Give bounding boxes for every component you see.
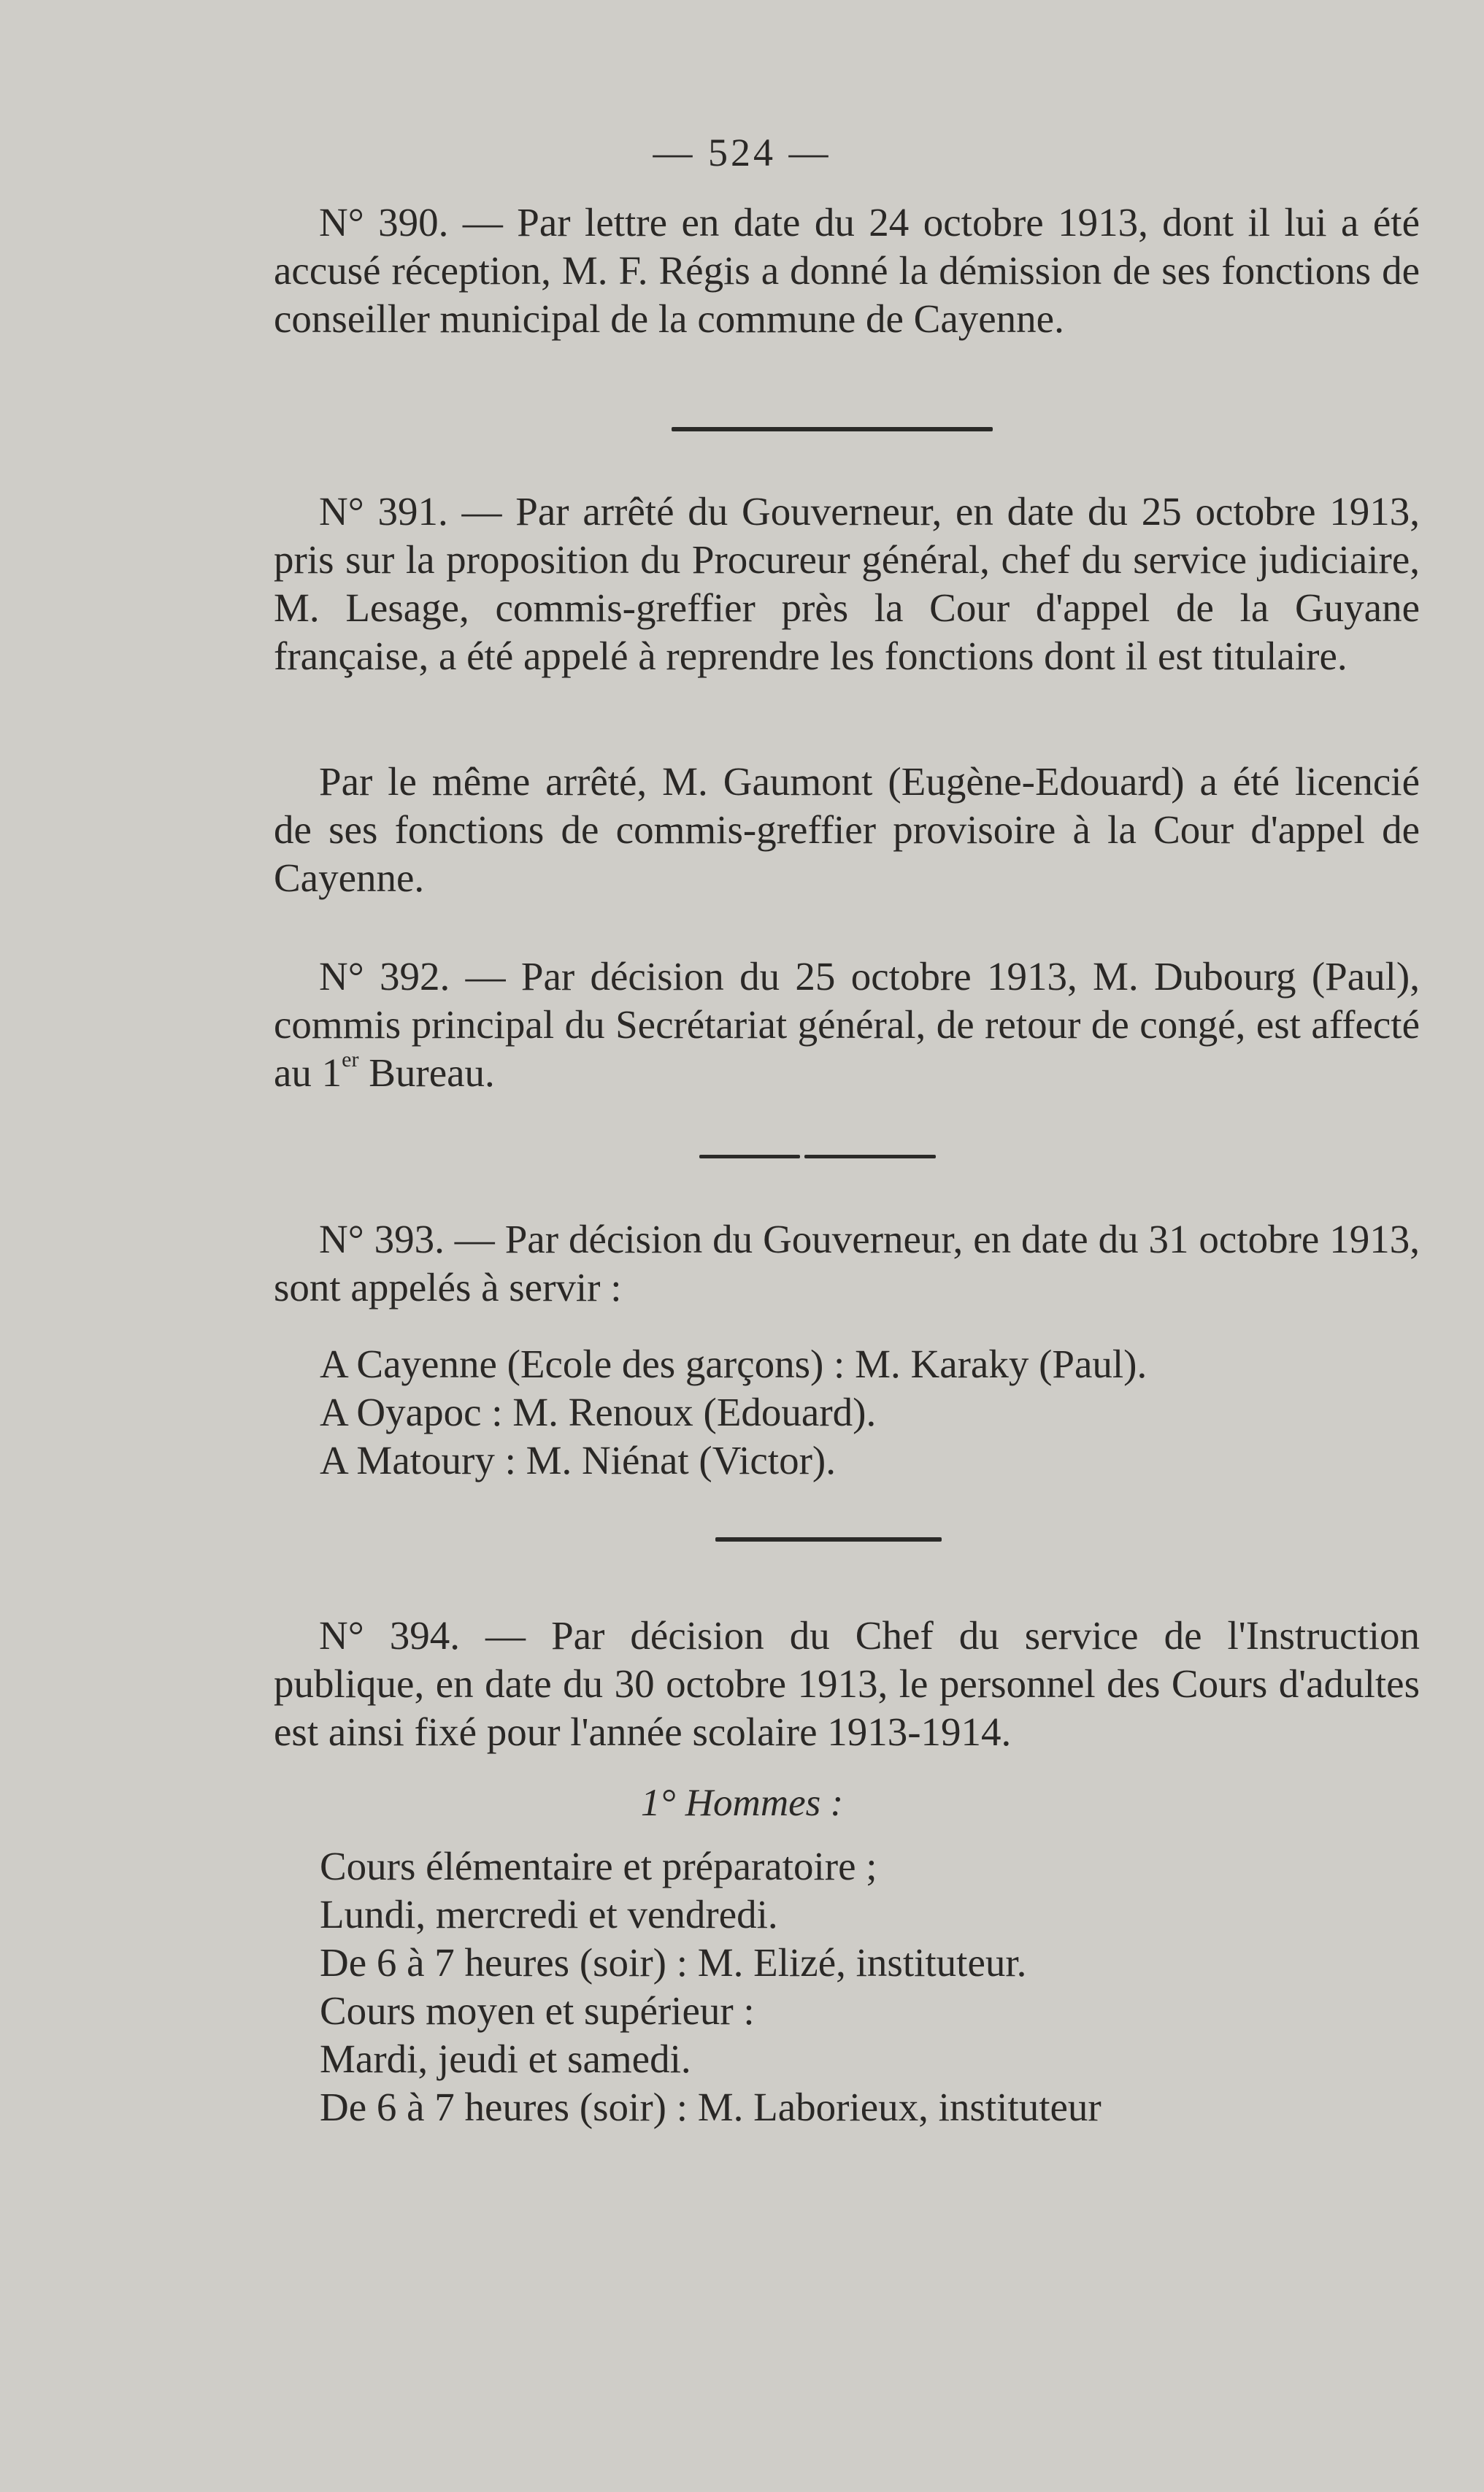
- entry-391-continued: Par le même arrêté, M. Gaumont (Eugène-Edouard) a été licencié de ses fonctions de commis-greffier provisoire à la Cour d'appel de Cayenne.: [274, 759, 1420, 900]
- schedule-line: De 6 à 7 heures (soir) : M. Elizé, instituteur.: [320, 1940, 1027, 1985]
- entry-392: N° 392. — Par décision du 25 octobre 1913, M. Dubourg (Paul), commis principal du Secrétariat général, de retour de congé, est affecté au 1er Bureau.: [274, 954, 1420, 1095]
- entry-391: N° 391. — Par arrêté du Gouverneur, en date du 25 octobre 1913, pris sur la proposition du Procureur général, chef du service judiciaire, M. Lesage, commis-greffier près la Cour d'appel de la Guyane française, a été appelé à reprendre les fonctions dont il est titulaire.: [274, 489, 1420, 678]
- entry-390: N° 390. — Par lettre en date du 24 octobre 1913, dont il lui a été accusé réception, M. F. Régis a donné la démission de ses fonctions de conseiller municipal de la commune de Cayenne.: [274, 200, 1420, 341]
- entry-393-line: A Oyapoc : M. Renoux (Edouard).: [320, 1390, 877, 1434]
- separator-rule: [699, 1155, 800, 1158]
- schedule-line: Mardi, jeudi et samedi.: [320, 2037, 691, 2081]
- separator-rule: [804, 1155, 936, 1158]
- separator-rule: [715, 1537, 942, 1542]
- entry-393-line: A Matoury : M. Niénat (Victor).: [320, 1438, 836, 1482]
- schedule-line: Cours élémentaire et préparatoire ;: [320, 1844, 877, 1888]
- schedule-line: De 6 à 7 heures (soir) : M. Laborieux, instituteur: [320, 2085, 1102, 2129]
- schedule-line: Cours moyen et supérieur :: [320, 1988, 755, 2033]
- entry-394: N° 394. — Par décision du Chef du service de l'Instruction publique, en date du 30 octobre 1913, le personnel des Cours d'adultes est ainsi fixé pour l'année scolaire 1913-1914.: [274, 1613, 1420, 1754]
- entry-393: N° 393. — Par décision du Gouverneur, en date du 31 octobre 1913, sont appelés à servir :: [274, 1217, 1420, 1310]
- page-number: — 524 —: [653, 131, 831, 174]
- entry-393-line: A Cayenne (Ecole des garçons) : M. Karaky (Paul).: [320, 1342, 1147, 1386]
- separator-rule: [672, 427, 993, 431]
- schedule-line: Lundi, mercredi et vendredi.: [320, 1892, 778, 1937]
- section-heading: 1° Hommes :: [640, 1782, 844, 1824]
